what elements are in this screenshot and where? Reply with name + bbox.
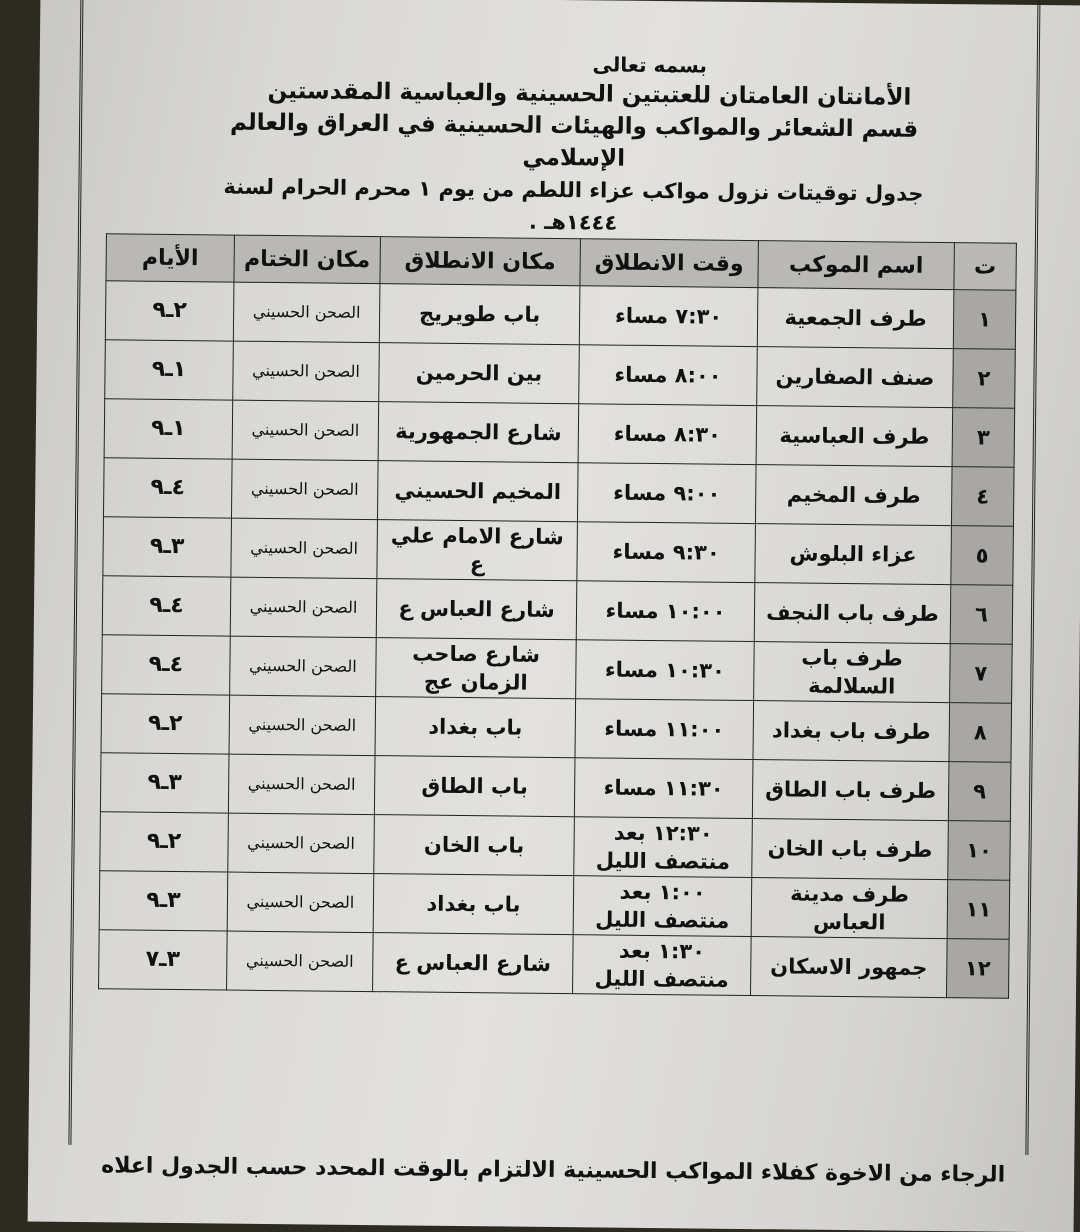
start-place: شارع الجمهورية (378, 402, 579, 463)
schedule-table (98, 233, 1017, 998)
table-row (104, 399, 1015, 468)
header-end: مكان الختام (234, 235, 380, 284)
end-place: الصحن الحسيني (230, 636, 377, 697)
start-time: ٨:٣٠ مساء (578, 404, 757, 465)
start-place: شارع العباس ع (373, 933, 574, 994)
table-row (99, 871, 1010, 940)
end-place: الصحن الحسيني (229, 695, 376, 756)
end-place: الصحن الحسيني (233, 341, 380, 402)
row-num: ٣ (952, 408, 1015, 468)
end-place: الصحن الحسيني (231, 518, 378, 579)
start-place: باب الخان (374, 815, 575, 876)
days: ٤ـ٩ (102, 635, 231, 695)
procession-name: جمهور الاسكان (751, 937, 948, 998)
header-line-2: قسم الشعائر والمواكب والهيئات الحسينية في العراق والعالم الإسلامي (229, 109, 919, 172)
start-place: باب طويريج (379, 284, 580, 345)
start-place: المخيم الحسيني (377, 461, 578, 522)
header-time: وقت الانطلاق (580, 239, 758, 288)
table-row (103, 517, 1014, 586)
procession-name: طرف باب الخان (752, 819, 949, 880)
table-row (102, 576, 1013, 645)
table-row (99, 930, 1010, 999)
start-place: شارع العباس ع (376, 579, 577, 640)
table-row (101, 694, 1012, 763)
table-row (103, 458, 1014, 527)
start-place: شارع الامام علي ع (377, 520, 578, 581)
procession-name: عزاء البلوش (755, 524, 952, 585)
row-num: ٤ (951, 467, 1014, 527)
end-place: الصحن الحسيني (228, 754, 375, 815)
start-time: ٧:٣٠ مساء (579, 286, 758, 347)
procession-name: طرف الجمعية (757, 288, 954, 349)
row-num: ٦ (950, 585, 1013, 645)
start-time: ١٠:٠٠ مساء (576, 581, 755, 642)
table-row (100, 812, 1011, 881)
procession-name: طرف باب السلالمة (754, 642, 951, 703)
days: ٣ـ٩ (103, 517, 232, 577)
table-row (100, 753, 1011, 822)
days: ٢ـ٩ (105, 281, 234, 341)
procession-name: طرف باب النجف (754, 583, 951, 644)
table-row (102, 635, 1013, 704)
row-num: ١ (953, 290, 1016, 350)
days: ٣ـ٧ (99, 930, 228, 990)
procession-name: طرف المخيم (755, 465, 952, 526)
paper-sheet (28, 0, 1080, 1232)
start-time: ١:٣٠ بعد منتصف الليل (573, 935, 752, 996)
start-time: ١٢:٣٠ بعد منتصف الليل (574, 817, 753, 878)
end-place: الصحن الحسيني (228, 813, 375, 874)
row-num: ٩ (948, 762, 1011, 822)
procession-name: صنف الصفارين (757, 347, 954, 408)
start-time: ٨:٠٠ مساء (579, 345, 758, 406)
procession-name: طرف باب الطاق (752, 760, 949, 821)
row-num: ٧ (950, 644, 1013, 704)
header-line-1: الأمانتان العامتان للعتبتين الحسينية والعباسية المقدستين (267, 77, 912, 111)
start-time: ١١:٣٠ مساء (574, 758, 753, 819)
start-time: ١:٠٠ بعد منتصف الليل (573, 876, 752, 937)
header-days: الأيام (106, 234, 234, 282)
bismillah: بسمه تعالى (592, 52, 708, 78)
row-num: ٥ (951, 526, 1014, 586)
end-place: الصحن الحسيني (231, 459, 378, 520)
start-time: ٩:٠٠ مساء (577, 463, 756, 524)
days: ٣ـ٩ (100, 753, 229, 813)
procession-name: طرف العباسية (756, 406, 953, 467)
footer-note: الرجاء من الاخوة كفلاء المواكب الحسينية الالتزام بالوقت المحدد حسب الجدول اعلاه (101, 1153, 1006, 1188)
procession-name: طرف مدينة العباس (751, 878, 948, 939)
end-place: الصحن الحسيني (227, 872, 374, 933)
row-num: ٢ (953, 349, 1016, 409)
start-time: ١٠:٣٠ مساء (576, 640, 755, 701)
header-start: مكان الانطلاق (380, 237, 580, 286)
header-name: اسم الموكب (758, 241, 954, 290)
days: ٤ـ٩ (103, 458, 232, 518)
days: ٤ـ٩ (102, 576, 231, 636)
end-place: الصحن الحسيني (230, 577, 377, 638)
start-place: بين الحرمين (379, 343, 580, 404)
row-num: ١١ (947, 880, 1010, 940)
row-num: ١٠ (948, 821, 1011, 881)
start-time: ٩:٣٠ مساء (577, 522, 756, 583)
days: ٣ـ٩ (99, 871, 228, 931)
start-place: باب بغداد (373, 874, 574, 935)
header-line-3: جدول توقيتات نزول مواكب عزاء اللطم من يوم ١ محرم الحرام لسنة ١٤٤٤هـ . (223, 174, 924, 235)
start-place: باب بغداد (375, 697, 576, 758)
row-num: ١٢ (946, 939, 1009, 999)
days: ٢ـ٩ (101, 694, 230, 754)
days: ١ـ٩ (104, 399, 233, 459)
start-place: باب الطاق (374, 756, 575, 817)
table-row (105, 340, 1016, 409)
end-place: الصحن الحسيني (233, 282, 380, 343)
table-row (105, 281, 1016, 350)
end-place: الصحن الحسيني (227, 931, 374, 992)
document-header (188, 46, 990, 242)
start-place: شارع صاحب الزمان عج (376, 638, 577, 699)
start-time: ١١:٠٠ مساء (575, 699, 754, 760)
end-place: الصحن الحسيني (232, 400, 379, 461)
days: ١ـ٩ (105, 340, 234, 400)
procession-name: طرف باب بغداد (753, 701, 950, 762)
header-num: ت (954, 243, 1016, 291)
row-num: ٨ (949, 703, 1012, 763)
days: ٢ـ٩ (100, 812, 229, 872)
